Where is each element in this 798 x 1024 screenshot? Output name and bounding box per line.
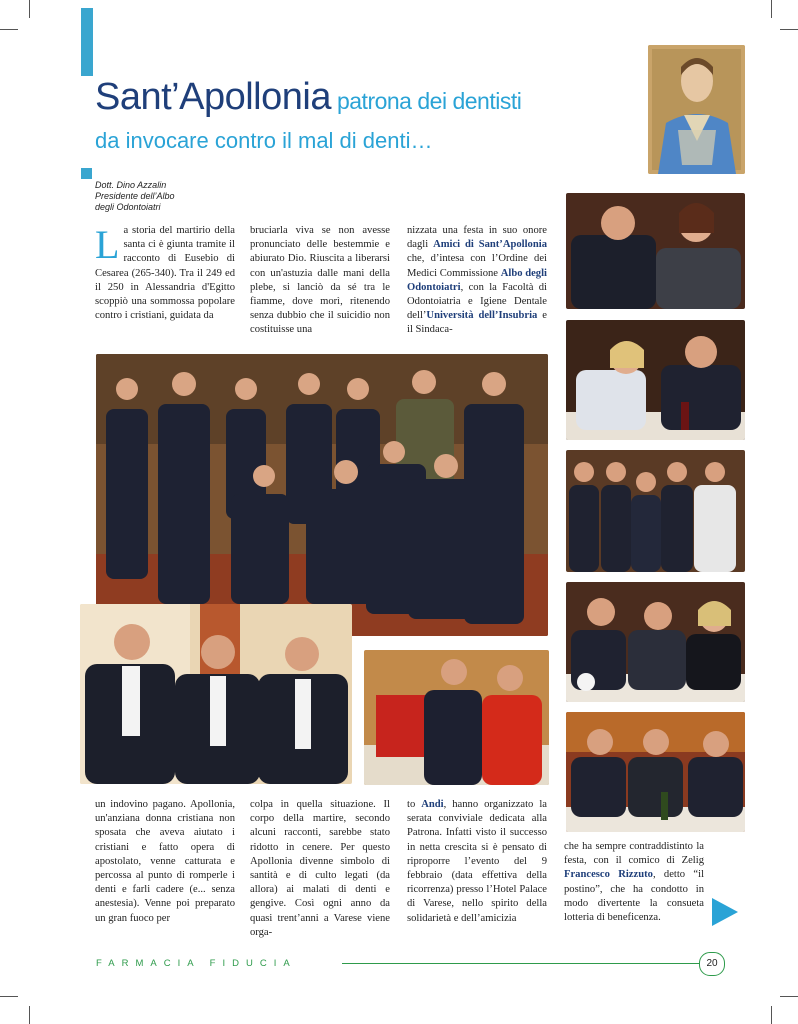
- column-3-top-text: che, d’intesa con l’Ordine dei Medici Commissione: [407, 253, 547, 279]
- highlight-andi: Andi: [421, 799, 444, 810]
- crop-mark: [29, 1006, 30, 1024]
- column-1-bottom-text: un indovino pagano. Apollonia, un'anziana donna cristiana non sposata che aveva aiutato i cristiani e fatto opera di apostolato, venne catturata e percossa al punto di romperle i denti e farli cadere (e... senza anestesia). Venne poi preparato un gran fuoco per: [95, 799, 235, 924]
- column-1-top-text: a storia del martirio della santa ci è giunta tramite il racconto di Eusebio di Cesarea (265-340). Tra il 249 ed il 250 in Alessandria d'Egitto scoppiò una sommossa popolare contro i cristiani, guidata da: [95, 225, 235, 322]
- saint-apollonia-icon-image: [648, 45, 745, 174]
- column-2-top-text: bruciarla viva se non avesse pronunciato delle bestemmie e abiurato Dio. Riuscita a liberarsi con un'astuzia dalle mani della plebe, si lanciò da sé tra le fiamme, dove morì, ritenendo senza dubbio che il suicidio non costituisse una: [250, 225, 390, 336]
- photo-group-six: [566, 450, 745, 572]
- text-column-1-bottom: [95, 798, 235, 926]
- title-subtitle: patrona dei dentisti: [336, 88, 522, 114]
- crop-mark: [0, 996, 18, 997]
- highlight-amici: Amici di Sant’Apollonia: [433, 239, 547, 251]
- crop-mark: [0, 29, 18, 30]
- magazine-name: FARMACIA FIDUCIA: [96, 958, 297, 969]
- article-title: [95, 76, 521, 119]
- text-column-3-bottom: [407, 798, 547, 926]
- column-3-bottom-text: to: [407, 799, 422, 810]
- photo-charity-prize: [364, 650, 549, 785]
- crop-mark: [780, 29, 798, 30]
- photo-dinner-three-men: [566, 712, 745, 832]
- highlight-universita: Università dell’Insubria: [426, 310, 538, 322]
- column-3-top-text: , con la Facoltà di Odontoiatria e Igiene Dentale dell’: [407, 281, 547, 322]
- photo-couple: [566, 193, 745, 309]
- text-column-1-top: [95, 224, 235, 323]
- author-accent-square: [81, 168, 92, 179]
- title-accent-bar: [81, 8, 93, 76]
- page-number: 20: [699, 952, 725, 976]
- photo-dinner-table: [566, 582, 745, 702]
- drop-cap: L: [95, 222, 120, 267]
- highlight-albo: Albo degli Odontoiatri: [407, 267, 547, 293]
- column-2-bottom-text: colpa in quella situazione. Il corpo della martire, secondo alcuni racconti, sarebbe stato ridotto in cenere. Per questo Apollonia divenne simbolo di santità e di culto legati (da allora) ai malati di denti e gengive. Così ogni anno da quasi trent’anni a Varese viene orga-: [250, 799, 390, 938]
- next-page-arrow-icon[interactable]: [712, 898, 738, 926]
- group-photo-main: [96, 354, 548, 636]
- text-column-3-top: [407, 224, 547, 338]
- photo-table-guests: [566, 320, 745, 440]
- title-main-text: Sant’Apollonia: [95, 76, 331, 118]
- column-4-bottom-text: , detto “il postino”, che ha condotto in modo divertente la consueta lotteria di beneficenza.: [564, 869, 705, 924]
- author-role-2: degli Odontoiatri: [95, 202, 161, 212]
- author-name: Dott. Dino Azzalin: [95, 180, 167, 190]
- text-column-4-bottom: [564, 840, 704, 925]
- column-3-bottom-text: , hanno organizzato la serata conviviale dedicata alla Patrona. Infatti visto il successo in netta crescita si è pensato di riproporre l’evento del 9 febbraio (data effettiva della ricorrenza) presso l’Hotel Palace di Varese, nello spirito della solidarietà e dell’amicizia: [407, 799, 547, 924]
- author-role: Presidente dell’Albo: [95, 191, 175, 201]
- crop-mark: [771, 0, 772, 18]
- crop-mark: [780, 996, 798, 997]
- crop-mark: [29, 0, 30, 18]
- column-3-top-text: e il Sindaca-: [407, 310, 547, 336]
- footer-rule: [342, 963, 700, 964]
- text-column-2-bottom: [250, 798, 390, 940]
- photo-three-men: [80, 604, 352, 784]
- column-3-top-text: nizzata una festa in suo onore dagli: [407, 225, 547, 251]
- highlight-rizzuto: Francesco Rizzuto: [564, 869, 653, 881]
- crop-mark: [771, 1006, 772, 1024]
- text-column-2-top: [250, 224, 390, 338]
- title-second-line: da invocare contro il mal di denti…: [95, 128, 433, 153]
- author-block: [95, 180, 215, 213]
- column-4-bottom-text: che ha sempre contraddistinto la festa, con il comico di Zelig: [564, 841, 704, 867]
